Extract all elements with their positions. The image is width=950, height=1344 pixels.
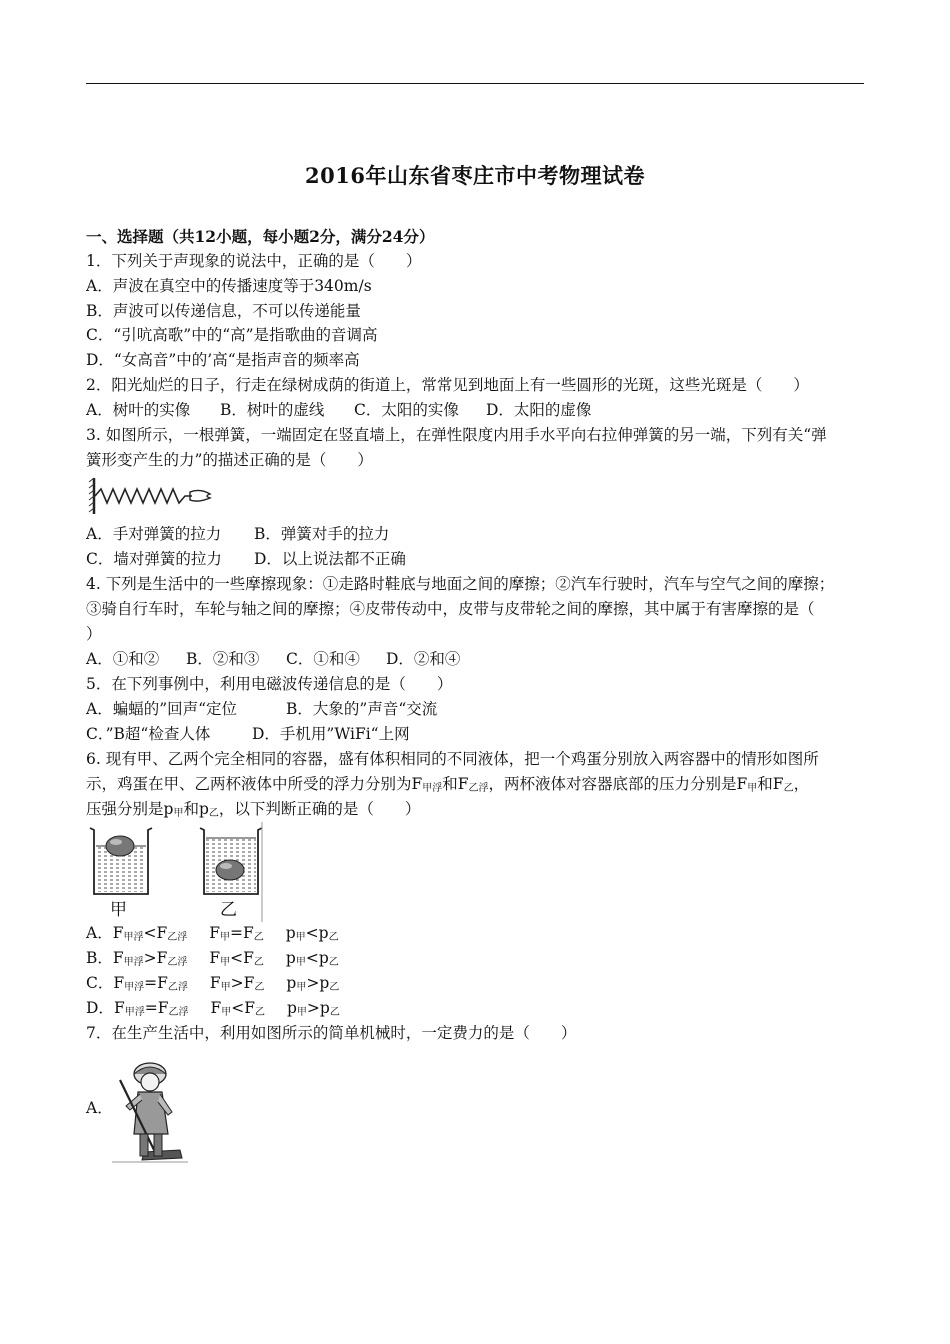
q1-stem: 1．下列关于声现象的说法中，正确的是（ ） (86, 252, 422, 270)
option-label: C． (86, 974, 114, 992)
q6-text: >F (230, 974, 255, 992)
q6-sub: 甲 (173, 808, 184, 819)
sweeping-person-figure (110, 1060, 190, 1164)
q6-sub: 乙浮 (468, 783, 489, 794)
q6-stem-line1: 6. 现有甲、乙两个完全相同的容器，盛有体积相同的不同液体，把一个鸡蛋分别放入两容器中的情形如图所 (86, 750, 819, 768)
q6-sub: 甲 (219, 932, 230, 943)
q6-sub: 甲 (296, 982, 307, 993)
q3-option-c: C．墙对弹簧的拉力 (86, 550, 222, 568)
option-label: A． (86, 924, 113, 942)
spring-figure (88, 476, 214, 516)
q4-option-b: B．②和③ (186, 650, 260, 668)
q6-text: =F (229, 924, 254, 942)
q6-symbol: F (112, 949, 124, 967)
q6-text: ，两杯液体对容器底部的压力分别是F (488, 775, 748, 793)
q6-sub: 甲浮 (123, 932, 144, 943)
q2-option-d: D．太阳的虚像 (486, 401, 592, 419)
q6-sub: 乙 (253, 932, 264, 943)
q3-option-d: D．以上说法都不正确 (254, 550, 406, 568)
q6-text: ，以下判断正确的是（ ） (218, 800, 421, 818)
q6-sub: 乙浮 (167, 932, 188, 943)
q4-stem-line3: ） (86, 625, 102, 643)
q4-option-c: C．①和④ (286, 650, 360, 668)
q6-text: p (285, 949, 296, 967)
q6-sub: 乙 (328, 957, 339, 968)
q6-sub: 甲 (221, 1007, 232, 1018)
q7-option-a: A． (86, 1099, 113, 1117)
q6-text: p (286, 999, 297, 1017)
q6-sub: 甲 (295, 932, 306, 943)
q6-sub: 乙 (254, 1007, 265, 1018)
q6-text: >F (143, 949, 168, 967)
q6-sub: 乙 (328, 932, 339, 943)
q6-text: p (285, 924, 296, 942)
q1-option-c: C．“引吭高歌”中的“高”是指歌曲的音调高 (86, 326, 378, 344)
q6-sub: 乙浮 (167, 957, 188, 968)
q6-text: 和p (183, 800, 209, 818)
q6-text: F (209, 949, 221, 967)
q4-options (86, 647, 460, 671)
q6-sub: 甲浮 (124, 982, 145, 993)
q1-option-a: A．声波在真空中的传播速度等于340m/s (86, 277, 372, 295)
option-label: D． (86, 999, 114, 1017)
q6-sub: 甲 (220, 957, 231, 968)
q6-sub: 乙 (329, 1007, 340, 1018)
q6-sub: 乙浮 (167, 982, 188, 993)
q6-text: F (210, 999, 222, 1017)
q2-option-c: C．太阳的实像 (354, 401, 459, 419)
q6-text: =F (144, 999, 169, 1017)
q1-option-b: B．声波可以传递信息，不可以传递能量 (86, 302, 361, 320)
q6-text: <F (231, 999, 255, 1017)
q6-symbol: F (113, 999, 125, 1017)
q4-stem-line1: 4. 下列是生活中的一些摩擦现象：①走路时鞋底与地面之间的摩擦；②汽车行驶时，汽车与空气之间的摩擦； (86, 575, 835, 593)
option-label: B． (86, 949, 113, 967)
q6-sub: 乙 (783, 783, 794, 794)
q5-option-a: A．蝙蝠的”回声“定位 (86, 700, 238, 718)
q4-option-d: D．②和④ (386, 650, 461, 668)
section-heading: 一、选择题（共12小题，每小题2分，满分24分） (86, 227, 435, 246)
q2-option-b: B．树叶的虚线 (220, 401, 325, 419)
q3-option-b: B．弹簧对手的拉力 (254, 525, 390, 543)
beaker-jia (90, 828, 152, 894)
q2-option-a: A．树叶的实像 (86, 401, 191, 419)
q6-text: =F (144, 974, 168, 992)
q6-text: 和F (757, 775, 784, 793)
q6-text: ， (793, 775, 810, 793)
beaker-label-yi: 乙 (220, 900, 237, 920)
q6-sub: 乙浮 (168, 1007, 189, 1018)
q3-stem-line1: 3. 如图所示，一根弹簧，一端固定在竖直墙上，在弹性限度内用手水平向右拉伸弹簧的另一端，下列有关“弹 (86, 426, 827, 444)
q6-sub: 甲 (295, 957, 306, 968)
page-title: 2016年山东省枣庄市中考物理试卷 (305, 163, 645, 188)
q3-options-row2 (86, 547, 406, 571)
q5-options-row2 (86, 722, 410, 746)
q6-text: 压强分别是p (86, 800, 174, 818)
q6-text: >p (306, 974, 330, 992)
q5-options-row1 (86, 697, 437, 721)
q6-sub: 乙 (254, 982, 265, 993)
q6-text: <F (143, 924, 168, 942)
q5-stem: 5．在下列事例中，利用电磁波传递信息的是（ ） (86, 675, 453, 693)
q6-symbol: F (113, 974, 125, 992)
beaker-label-jia: 甲 (110, 900, 127, 920)
q4-option-a: A．①和② (86, 650, 160, 668)
q3-stem-line2: 簧形变产生的力”的描述正确的是（ ） (86, 451, 373, 469)
q5-option-c: C．”B超“检查人体 (86, 725, 211, 743)
q6-sub: 甲 (747, 783, 758, 794)
q6-symbol: F (112, 924, 124, 942)
q6-text: p (286, 974, 297, 992)
q6-text: >p (306, 999, 330, 1017)
q7-stem: 7．在生产生活中，利用如图所示的简单机械时，一定费力的是（ ） (86, 1024, 577, 1042)
q6-text: 示，鸡蛋在甲、乙两杯液体中所受的浮力分别为F (86, 775, 423, 793)
q3-option-a: A．手对弹簧的拉力 (86, 525, 222, 543)
beaker-yi (200, 828, 262, 894)
q6-sub: 乙 (253, 957, 264, 968)
q6-sub: 乙 (329, 982, 340, 993)
q6-text: <p (305, 949, 329, 967)
q4-stem-line2: ③骑自行车时，车轮与轴之间的摩擦；④皮带传动中，皮带与皮带轮之间的摩擦，其中属于有害摩擦的是（ (86, 600, 815, 618)
q6-text: <F (230, 949, 254, 967)
q6-text: F (209, 924, 220, 942)
q6-text: F (209, 974, 221, 992)
q6-sub: 甲 (220, 982, 231, 993)
q6-sub: 甲浮 (123, 957, 144, 968)
q5-option-b: B．大象的”声音“交流 (286, 700, 438, 718)
q1-option-d: D．“女高音”中的’高“是指声音的频率高 (86, 351, 360, 369)
q3-options-row1 (86, 522, 389, 546)
q5-option-d: D．手机用”WiFi“上网 (252, 725, 410, 743)
q2-stem: 2．阳光灿烂的日子，行走在绿树成荫的街道上，常常见到地面上有一些圆形的光斑，这些光斑是（ ） (86, 376, 809, 394)
q6-text: <p (305, 924, 329, 942)
q6-sub: 甲浮 (422, 783, 443, 794)
header-rule (86, 83, 864, 84)
q6-sub: 乙 (208, 808, 219, 819)
q6-text: 和F (442, 775, 469, 793)
q6-sub: 甲浮 (124, 1007, 145, 1018)
q6-sub: 甲 (296, 1007, 307, 1018)
q2-options (86, 398, 591, 422)
